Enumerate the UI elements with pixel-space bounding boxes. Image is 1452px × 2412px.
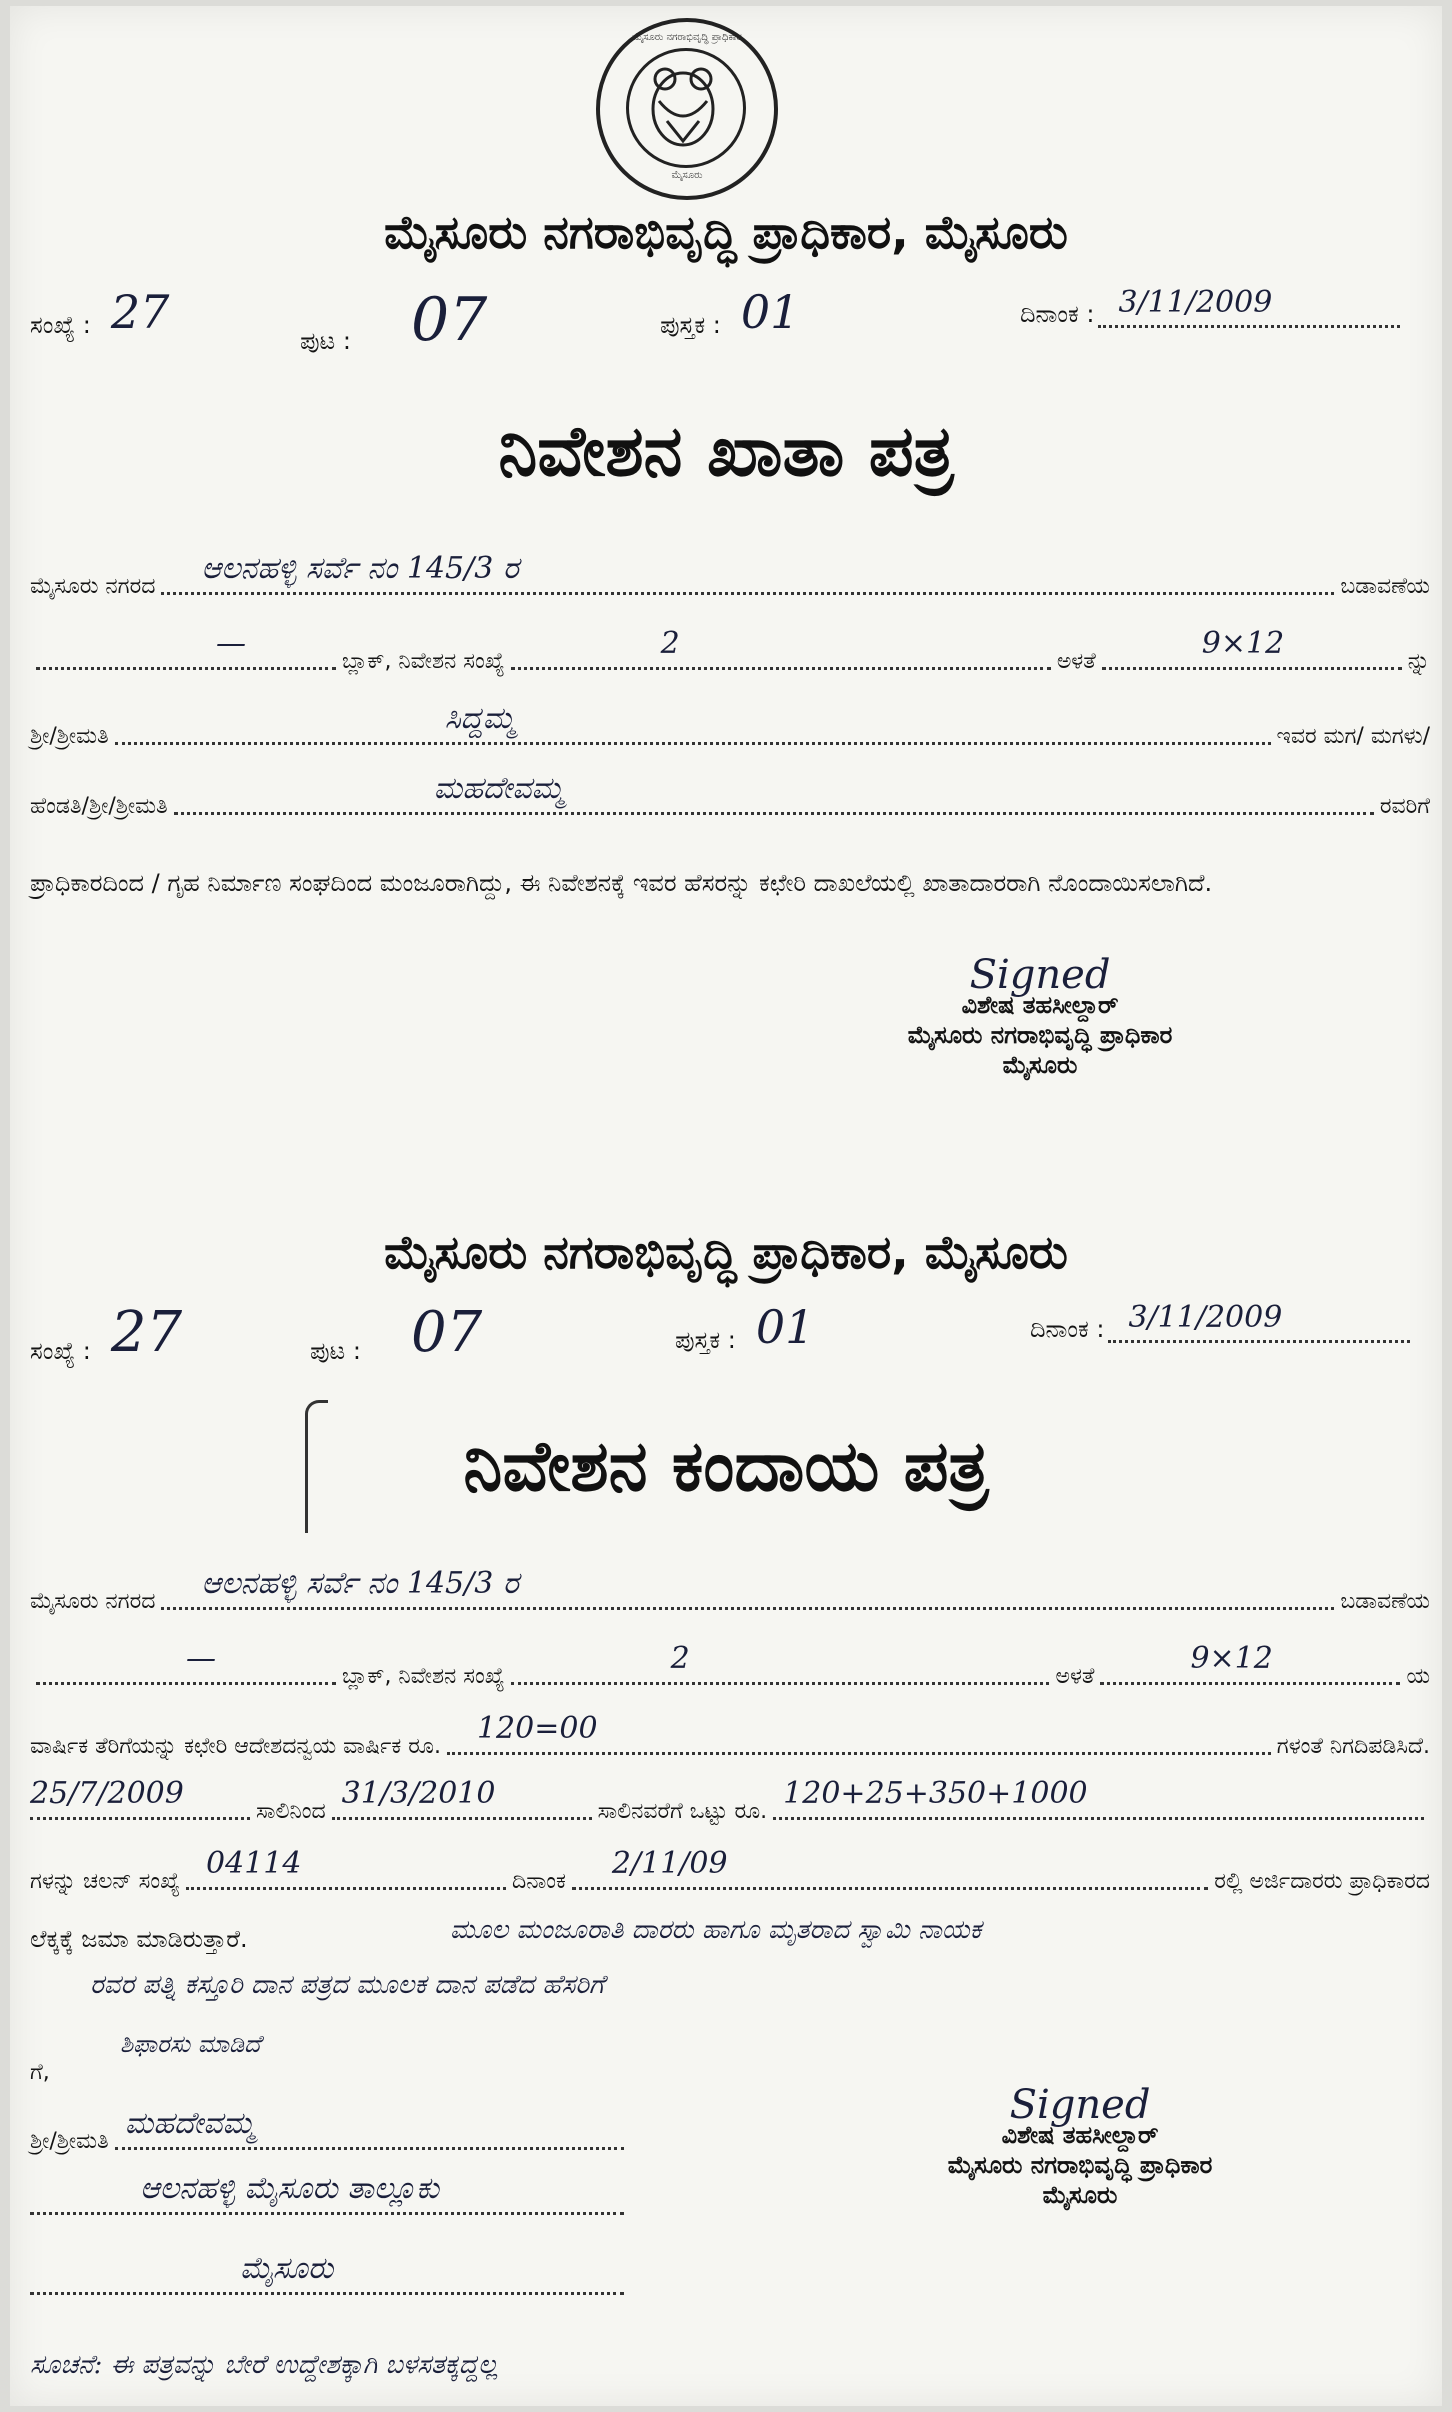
hand-note-2: ರವರ ಪತ್ನಿ ಕಸ್ತೂರಿ ದಾನ ಪತ್ರದ ಮೂಲಕ ದಾನ ಪಡೆದ ಹೆಸರಿಗೆ	[90, 1970, 605, 2000]
book-value-2: 01	[755, 1300, 815, 1354]
date-label: ದಿನಾಂಕ :	[1020, 300, 1095, 328]
kandaya-page	[310, 1300, 482, 1365]
wife-value: ಮಹದೇವಮ್ಮ	[433, 771, 565, 806]
kandaya-row-challan	[30, 1846, 1430, 1898]
khata-row-name	[30, 701, 1430, 753]
measurement-label-2: ಅಳತೆ	[1055, 1664, 1095, 1689]
layout-label-2: ಬಡಾವಣೆಯ	[1340, 1589, 1430, 1614]
book-label: ಪುಸ್ತಕ :	[660, 311, 721, 339]
sign-line-designation: ವಿಶೇಷ ತಹಸೀಲ್ದಾರ್	[961, 991, 1119, 1019]
number-label-2: ಸಂಖ್ಯೆ :	[30, 1337, 91, 1365]
measurement-value: 9×12	[1201, 626, 1285, 661]
book-label-2: ಪುಸ್ತಕ :	[675, 1326, 736, 1354]
wife-label: ಹೆಂಡತಿ/ಶ್ರೀ/ಶ್ರೀಮತಿ	[30, 794, 168, 819]
site-no-value: 2	[660, 626, 680, 661]
number-label: ಸಂಖ್ಯೆ :	[30, 311, 91, 339]
kandaya-date	[1030, 1300, 1410, 1343]
total-value: 120+25+350+1000	[783, 1776, 1088, 1811]
kandaya-row-address2	[30, 2251, 630, 2303]
block-value-2: —	[186, 1641, 216, 1676]
measurement-label: ಅಳತೆ	[1056, 649, 1096, 674]
challan-no-value: 04114	[206, 1846, 302, 1881]
block-site-label-2: ಬ್ಲಾಕ್, ನಿವೇಶನ ಸಂಖ್ಯೆ	[342, 1664, 505, 1689]
date-value: 3/11/2009	[1118, 285, 1273, 320]
kandaya-heading: ನಿವೇಶನ ಕಂದಾಯ ಪತ್ರ	[463, 1425, 989, 1507]
khata-row-wife	[30, 771, 1430, 823]
to-date-value: 31/3/2010	[341, 1776, 496, 1811]
authority-title: ಮೈಸೂರು ನಗರಾಭಿವೃದ್ಧಿ ಪ್ರಾಧಿಕಾರ, ಮೈಸೂರು	[384, 205, 1068, 259]
gandaberunda-icon	[629, 51, 737, 159]
sign-line-city-2: ಮೈಸೂರು	[1042, 2181, 1118, 2209]
kandaya-row-address1	[30, 2171, 630, 2223]
khata-signature-block	[780, 952, 1300, 1080]
suffix-ya: ಯ	[1406, 1664, 1430, 1689]
from-label: ಸಾಲಿನಿಂದ	[256, 1799, 326, 1824]
hand-note-3: ಶಿಫಾರಸು ಮಾಡಿದೆ	[120, 2030, 261, 2058]
footer-note: ಸೂಚನೆ: ಈ ಪತ್ರವನ್ನು ಬೇರೆ ಉದ್ದೇಶಕ್ಕಾಗಿ ಬಳಸತಕ್ಕದ್ದಲ್ಲ	[30, 2350, 499, 2380]
khata-heading: ನಿವೇಶನ ಖಾತಾ ಪತ್ರ	[498, 410, 954, 492]
date-value-2: 3/11/2009	[1128, 1300, 1283, 1335]
page-value: 07	[410, 285, 488, 355]
kandaya-signature-block	[820, 2082, 1340, 2210]
kandaya-number	[30, 1300, 182, 1365]
date-label-2: ದಿನಾಂಕ :	[1030, 1315, 1105, 1343]
number-value-2: 27	[110, 1300, 183, 1365]
seal-ring-text: ಮೈಸೂರು ನಗರಾಭಿವೃದ್ಧಿ ಪ್ರಾಧಿಕಾರ	[632, 32, 742, 43]
suffix-nnu: ನ್ನು	[1407, 649, 1430, 674]
ravarige-label: ರವರಿಗೆ	[1379, 794, 1430, 819]
khata-row-city	[30, 551, 1430, 603]
address-line-1: ಆಲನಹಳ್ಳಿ ಮೈಸೂರು ತಾಲ್ಲೂಕು	[140, 2171, 440, 2206]
page-label: ಪುಟ :	[300, 327, 351, 355]
kandaya-signature: Signed	[1009, 2082, 1151, 2128]
name-value: ಸಿದ್ದಮ್ಮ	[444, 701, 516, 736]
khata-number	[30, 285, 169, 339]
kandaya-book	[675, 1300, 814, 1354]
kandaya-row-owner	[30, 2106, 630, 2158]
address-line-2: ಮೈಸೂರು	[240, 2251, 334, 2286]
khata-book	[660, 285, 799, 339]
owner-value: ಮಹದೇವಮ್ಮ	[124, 2106, 256, 2141]
city-value: ಆಲನಹಳ್ಳಿ ಸರ್ವೆ ನಂ 145/3 ರ	[201, 551, 519, 586]
site-no-value-2: 2	[670, 1641, 690, 1676]
city-label-2: ಮೈಸೂರು ನಗರದ	[30, 1589, 156, 1614]
challan-date-label: ದಿನಾಂಕ	[512, 1869, 566, 1894]
deposit-text: ಲೆಕ್ಕಕ್ಕೆ ಜಮಾ ಮಾಡಿರುತ್ತಾರೆ.	[30, 1925, 248, 1953]
sign-line-city: ಮೈಸೂರು	[1002, 1051, 1078, 1079]
khata-signature: Signed	[969, 952, 1111, 998]
kandaya-row-block	[30, 1641, 1430, 1693]
city-label: ಮೈಸೂರು ನಗರದ	[30, 574, 156, 599]
challan-post-label: ರಲ್ಲಿ ಅರ್ಜಿದಾರರು ಪ್ರಾಧಿಕಾರದ	[1214, 1869, 1430, 1894]
layout-label: ಬಡಾವಣೆಯ	[1340, 574, 1430, 599]
seal-bottom-text: ಮೈಸೂರು	[671, 170, 703, 181]
block-value: —	[216, 626, 246, 661]
challan-date-value: 2/11/09	[611, 1846, 728, 1881]
book-value: 01	[740, 285, 800, 339]
sign-line-designation-2: ವಿಶೇಷ ತಹಸೀಲ್ದಾರ್	[1001, 2121, 1159, 2149]
kandaya-row-tax	[30, 1711, 1430, 1763]
measurement-value-2: 9×12	[1190, 1641, 1273, 1676]
block-site-label: ಬ್ಲಾಕ್, ನಿವೇಶನ ಸಂಖ್ಯೆ	[342, 649, 505, 674]
authority-title-2: ಮೈಸೂರು ನಗರಾಭಿವೃದ್ಧಿ ಪ್ರಾಧಿಕಾರ, ಮೈಸೂರು	[384, 1225, 1068, 1279]
tax-pre-label: ವಾರ್ಷಿಕ ತೆರಿಗೆಯನ್ನು ಕಛೇರಿ ಆದೇಶದನ್ವಯ ವಾರ್ಷಿಕ ರೂ.	[30, 1734, 441, 1759]
kandaya-row-city	[30, 1566, 1430, 1618]
page-label-2: ಪುಟ :	[310, 1337, 361, 1365]
city-value-2: ಆಲನಹಳ್ಳಿ ಸರ್ವೆ ನಂ 145/3 ರ	[201, 1566, 519, 1601]
authority-seal-emblem-icon	[596, 18, 778, 200]
khata-date	[1020, 285, 1400, 328]
sign-line-authority: ಮೈಸೂರು ನಗರಾಭಿವೃದ್ಧಿ ಪ್ರಾಧಿಕಾರ	[907, 1021, 1173, 1049]
khata-paragraph: ಪ್ರಾಧಿಕಾರದಿಂದ / ಗೃಹ ನಿರ್ಮಾಣ ಸಂಘದಿಂದ ಮಂಜೂರಾಗಿದ್ದು, ಈ ನಿವೇಶನಕ್ಕೆ ಇವರ ಹೆಸರನ್ನು ಕಛೇರಿ ದಾಖಲೆಯಲ್ಲಿ ಖಾತಾದಾರರಾಗಿ ನೊಂದಾಯಿಸಲಾಗಿದೆ.	[30, 869, 1213, 897]
number-value: 27	[110, 285, 170, 339]
ge-label: ಗೆ,	[30, 2060, 50, 2085]
khata-page	[300, 285, 487, 355]
khata-row-block	[30, 626, 1430, 678]
from-date-value: 25/7/2009	[30, 1776, 184, 1811]
sri-smt-label: ಶ್ರೀ/ಶ್ರೀಮತಿ	[30, 724, 109, 749]
son-daughter-label: ಇವರ ಮಗ/ ಮಗಳು/	[1276, 724, 1430, 749]
hand-note-1: ಮೂಲ ಮಂಜೂರಾತಿ ದಾರರು ಹಾಗೂ ಮೃತರಾದ ಸ್ವಾಮಿ ನಾಯಕ	[450, 1915, 982, 1945]
kandaya-row-period	[30, 1776, 1430, 1828]
tax-value: 120=00	[476, 1711, 598, 1746]
page-value-2: 07	[410, 1300, 483, 1365]
challan-label: ಗಳನ್ನು ಚಲನ್ ಸಂಖ್ಯೆ	[30, 1869, 181, 1894]
owner-label: ಶ್ರೀ/ಶ್ರೀಮತಿ	[30, 2129, 109, 2154]
sign-line-authority-2: ಮೈಸೂರು ನಗರಾಭಿವೃದ್ಧಿ ಪ್ರಾಧಿಕಾರ	[947, 2151, 1213, 2179]
to-label: ಸಾಲಿನವರೆಗೆ ಒಟ್ಟು ರೂ.	[597, 1799, 768, 1824]
tax-post-label: ಗಳಂತೆ ನಿಗದಿಪಡಿಸಿದೆ.	[1276, 1734, 1430, 1759]
seal-inner-ring	[626, 48, 746, 168]
